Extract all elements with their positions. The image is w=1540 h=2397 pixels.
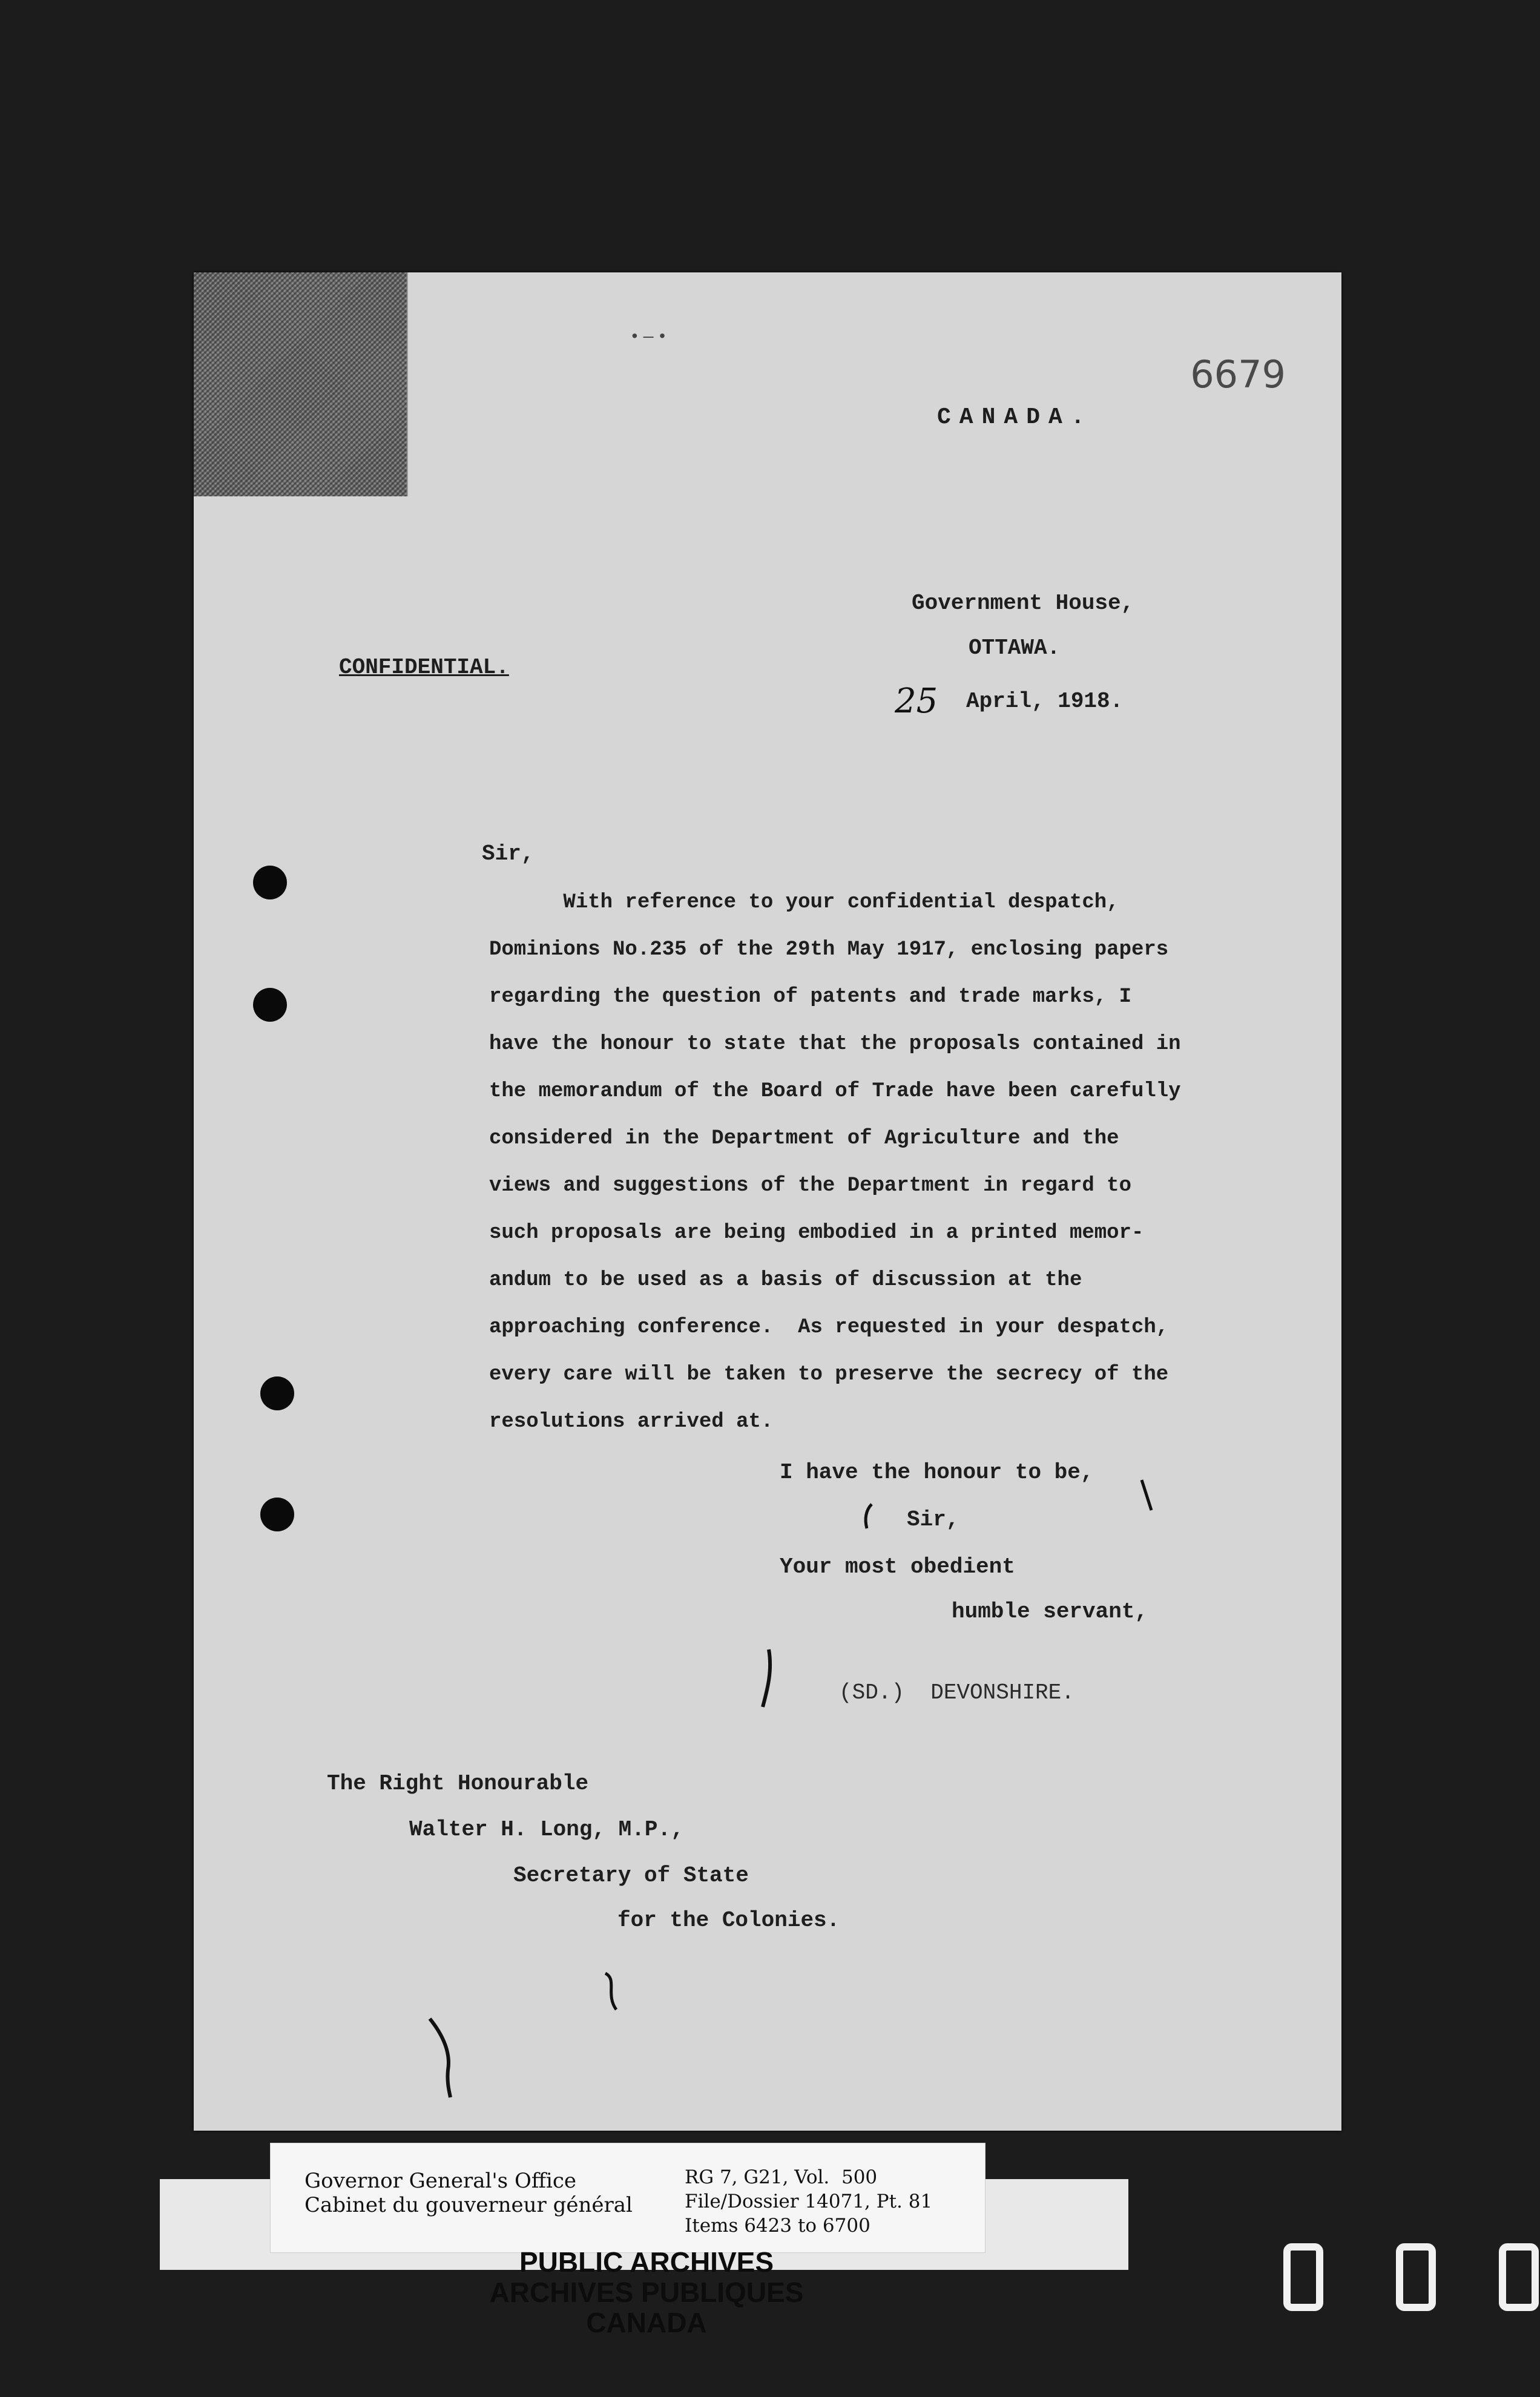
- body-line: have the honour to state that the proposals contained in: [489, 1033, 1181, 1056]
- record-group: RG 7, G21, Vol. 500: [685, 2166, 878, 2188]
- office-english: Governor General's Office: [304, 2169, 577, 2193]
- closing-line-2: Sir,: [907, 1507, 959, 1532]
- archive-label-card: [270, 2143, 986, 2253]
- pen-stroke-mark: [1138, 1477, 1156, 1513]
- punch-hole: [260, 1498, 294, 1531]
- closing-line-4: humble servant,: [952, 1599, 1148, 1624]
- frame-counter-digit: [1396, 2243, 1436, 2311]
- body-line: resolutions arrived at.: [489, 1410, 774, 1433]
- body-line: With reference to your confidential despatch,: [489, 891, 1119, 914]
- addressee-line-1: The Right Honourable: [327, 1771, 589, 1796]
- salutation: Sir,: [482, 841, 535, 866]
- body-line: views and suggestions of the Department in regard to: [489, 1174, 1131, 1197]
- body-line: approaching conference. As requested in your despatch,: [489, 1316, 1169, 1339]
- closing-line-3: Your most obedient: [780, 1554, 1015, 1579]
- punch-hole: [253, 866, 287, 899]
- file-dossier: File/Dossier 14071, Pt. 81: [685, 2191, 933, 2212]
- address-line-2: OTTAWA.: [969, 636, 1061, 660]
- addressee-line-3: Secretary of State: [513, 1863, 749, 1888]
- frame-counter-digit: [1499, 2243, 1539, 2311]
- typed-date: April, 1918.: [966, 689, 1124, 714]
- body-line: andum to be used as a basis of discussion at the: [489, 1269, 1082, 1292]
- body-line: such proposals are being embodied in a printed memor-: [489, 1222, 1144, 1245]
- pen-stroke-mark: [599, 1967, 624, 2016]
- document-sheet: [194, 272, 1341, 2131]
- addressee-line-2: Walter H. Long, M.P.,: [409, 1817, 684, 1842]
- pen-stroke-mark: [860, 1501, 878, 1531]
- body-line: the memorandum of the Board of Trade have been carefully: [489, 1080, 1181, 1103]
- signature-line: (SD.) DEVONSHIRE.: [839, 1680, 1074, 1705]
- classification-label: CONFIDENTIAL.: [339, 655, 509, 680]
- ink-stamp: •—•: [630, 328, 671, 347]
- address-line-1: Government House,: [912, 591, 1134, 616]
- pen-stroke-mark: [757, 1646, 781, 1713]
- body-line: considered in the Department of Agriculture and the: [489, 1127, 1119, 1150]
- body-line: regarding the question of patents and trade marks, I: [489, 985, 1131, 1008]
- archive-line-1: PUBLIC ARCHIVES: [519, 2246, 774, 2278]
- frame-counter-digit: [1283, 2243, 1323, 2311]
- office-french: Cabinet du gouverneur général: [304, 2193, 633, 2217]
- item-range: Items 6423 to 6700: [685, 2215, 870, 2237]
- archive-line-2: ARCHIVES PUBLIQUES: [489, 2277, 804, 2308]
- archive-stamp: [435, 2247, 858, 2368]
- handwritten-date: 25: [895, 682, 938, 721]
- closing-line-1: I have the honour to be,: [780, 1460, 1094, 1485]
- folio-number: 6679: [1190, 352, 1286, 396]
- body-line: Dominions No.235 of the 29th May 1917, enclosing papers: [489, 938, 1169, 961]
- letter-body: [489, 879, 1181, 1445]
- body-line: every care will be taken to preserve the secrecy of the: [489, 1363, 1169, 1386]
- pen-stroke-mark: [424, 2016, 460, 2100]
- punch-hole: [260, 1376, 294, 1410]
- addressee-line-4: for the Colonies.: [617, 1908, 840, 1933]
- tape-patch: [194, 272, 408, 496]
- archive-line-3: CANADA: [586, 2307, 707, 2338]
- punch-hole: [253, 988, 287, 1022]
- country-heading: CANADA.: [937, 404, 1093, 430]
